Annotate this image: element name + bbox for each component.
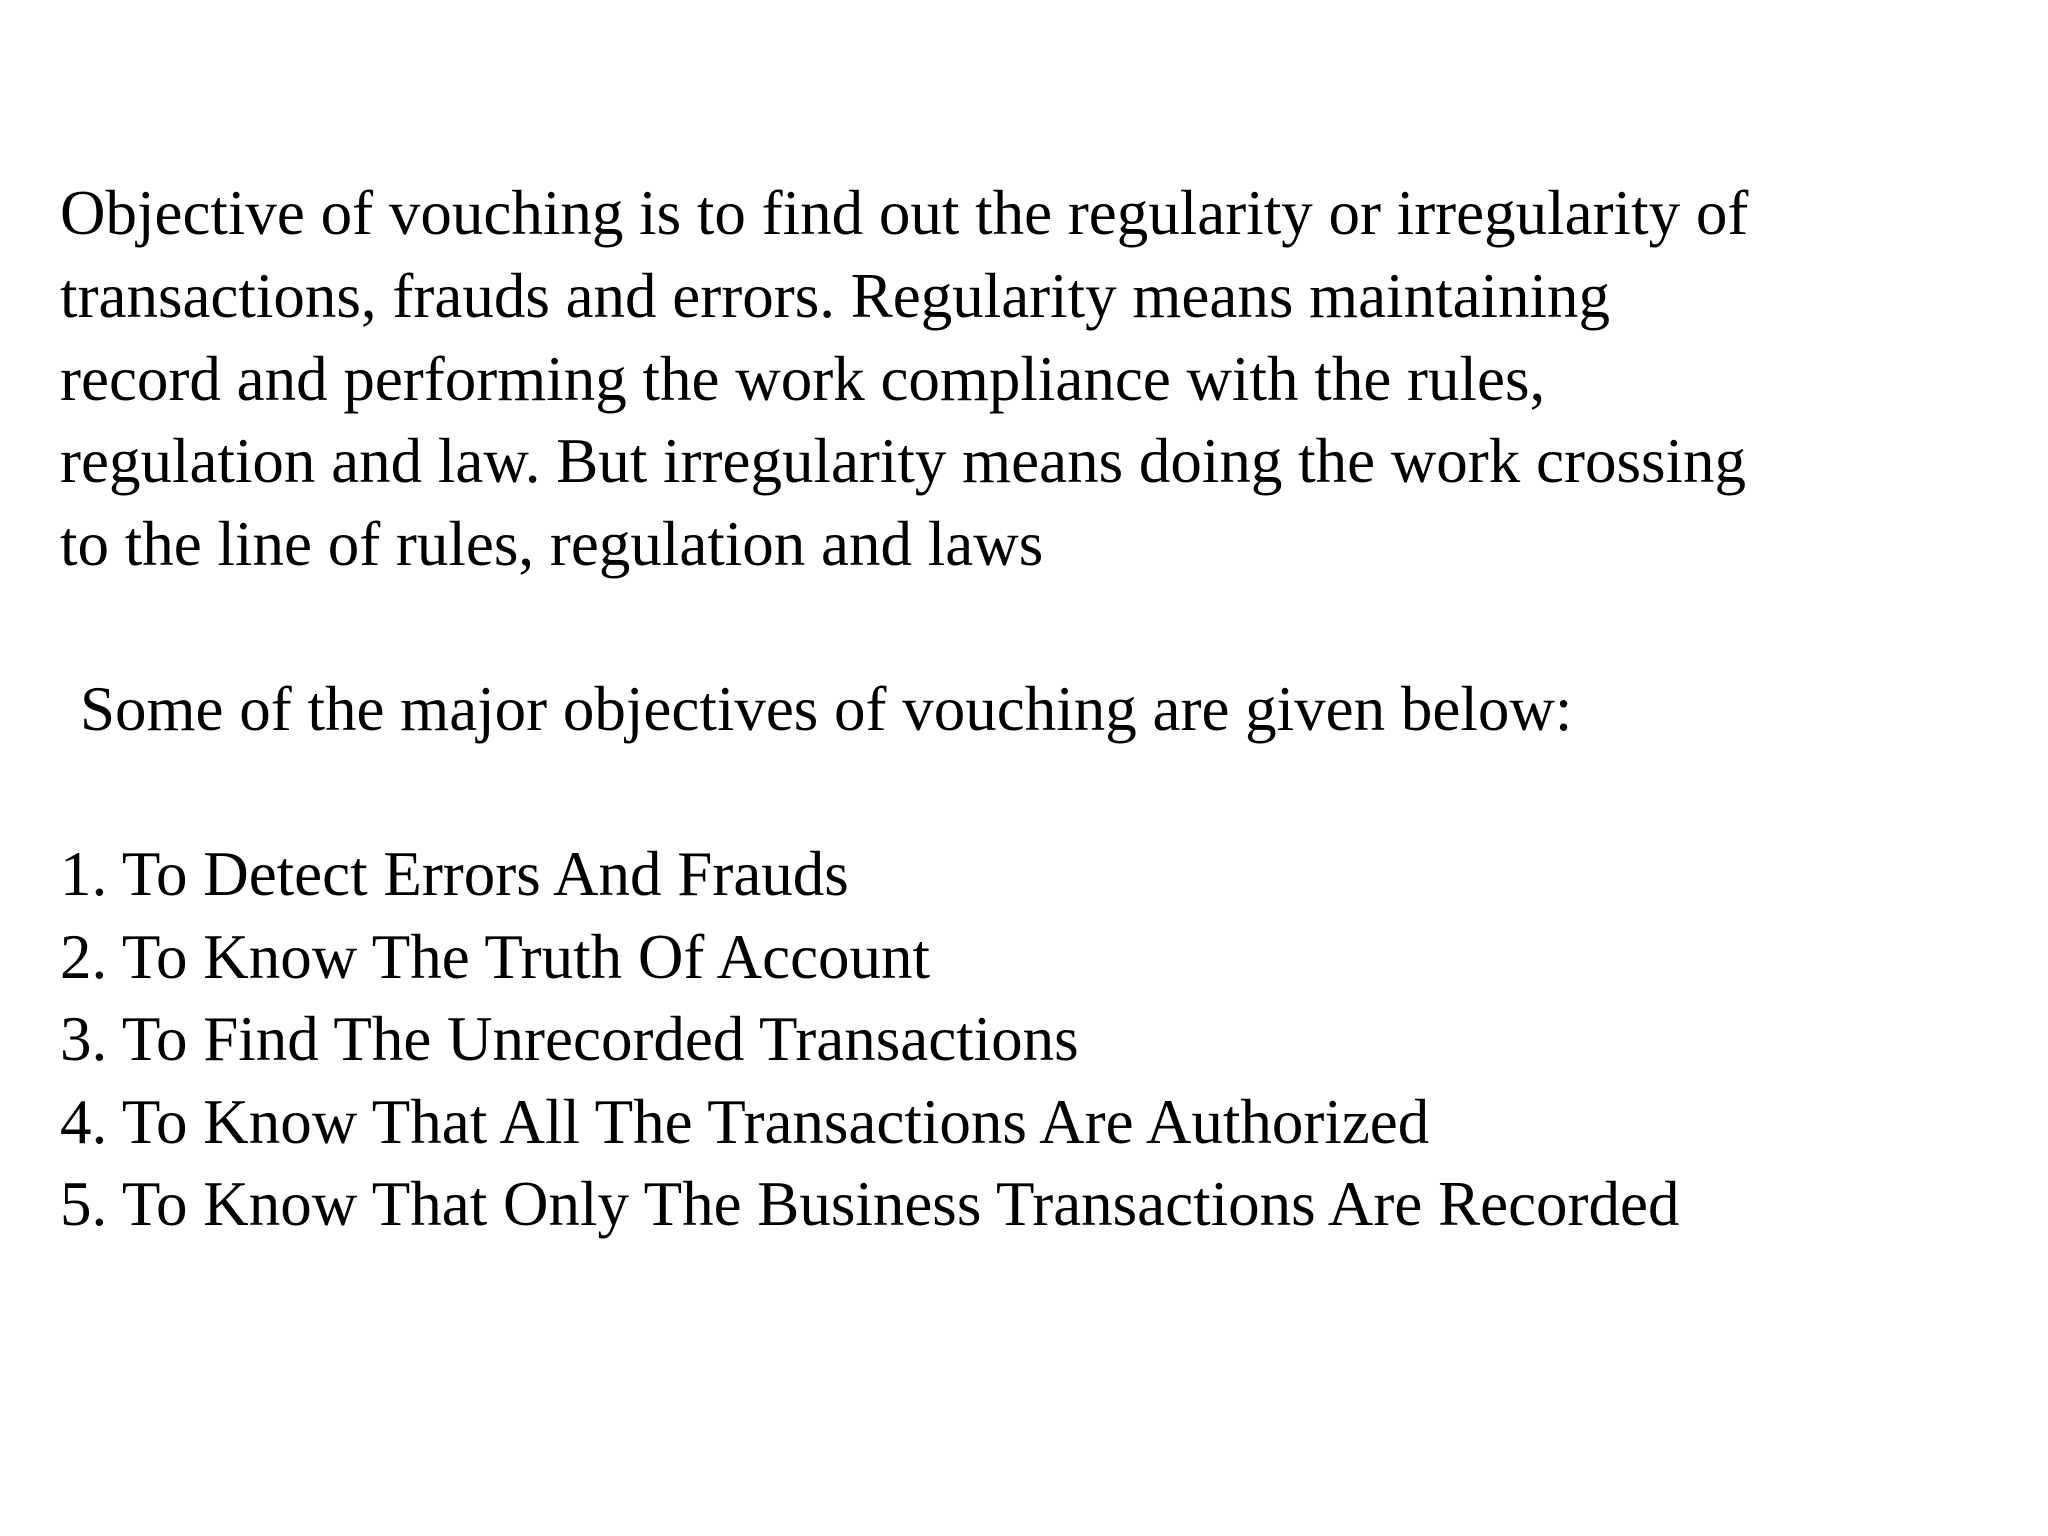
objective-item-3: 3. To Find The Unrecorded Transactions	[60, 1004, 1079, 1074]
lead-in-text: Some of the major objectives of vouching are given below:	[80, 674, 1573, 744]
intro-line-1: Objective of vouching is to find out the regularity or irregularity of	[60, 178, 1749, 248]
intro-line-5: to the line of rules, regulation and laws	[60, 509, 1044, 579]
objective-item-2: 2. To Know The Truth Of Account	[60, 922, 931, 992]
objective-item-4: 4. To Know That All The Transactions Are Authorized	[60, 1087, 1430, 1157]
intro-line-4: regulation and law. But irregularity means doing the work crossing	[60, 426, 1747, 496]
intro-line-2: transactions, frauds and errors. Regularity means maintaining	[60, 261, 1611, 331]
objective-item-5: 5. To Know That Only The Business Transactions Are Recorded	[60, 1169, 1680, 1239]
objective-item-1: 1. To Detect Errors And Frauds	[60, 839, 849, 909]
intro-line-3: record and performing the work compliance with the rules,	[60, 344, 1546, 414]
